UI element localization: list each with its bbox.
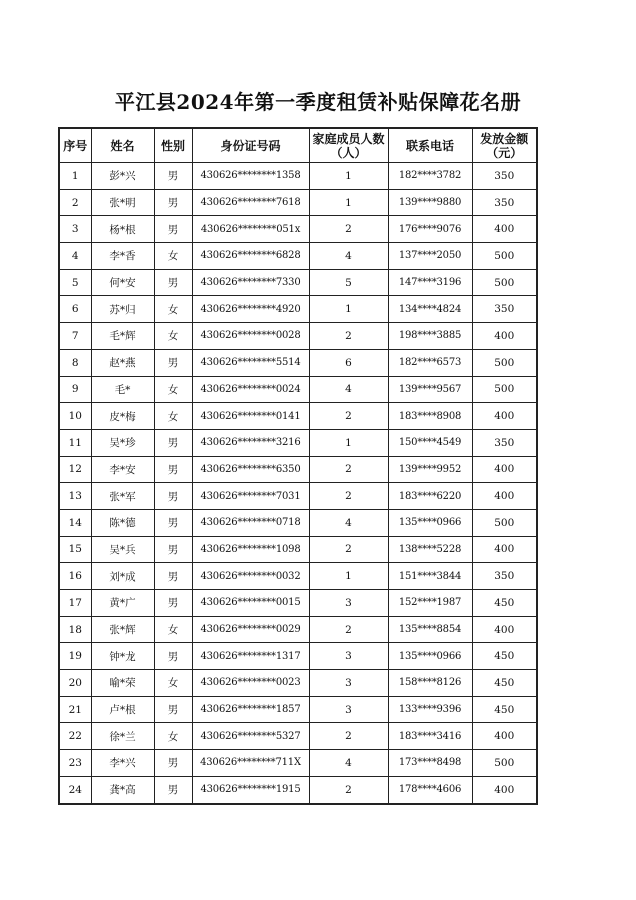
amount-cell: 350 [472,563,537,590]
name-cell: 徐*兰 [91,723,154,750]
index-cell: 24 [59,776,91,803]
header-name: 姓名 [91,128,154,163]
header-index: 序号 [59,128,91,163]
id-number-cell: 430626********1915 [192,776,309,803]
id-number-cell: 430626********7330 [192,269,309,296]
gender-cell: 男 [154,776,192,803]
household-size-cell: 3 [309,670,388,697]
id-number-cell: 430626********3216 [192,429,309,456]
amount-cell: 350 [472,189,537,216]
amount-cell: 500 [472,243,537,270]
gender-cell: 男 [154,563,192,590]
phone-cell: 158****8126 [388,670,472,697]
table-row [59,456,537,483]
index-cell: 12 [59,456,91,483]
id-number-cell: 430626********6828 [192,243,309,270]
amount-cell: 350 [472,163,537,190]
table-row [59,243,537,270]
phone-cell: 176****9076 [388,216,472,243]
gender-cell: 女 [154,376,192,403]
household-size-cell: 2 [309,483,388,510]
gender-cell: 女 [154,296,192,323]
id-number-cell: 430626********7031 [192,483,309,510]
phone-cell: 135****8854 [388,616,472,643]
phone-cell: 152****1987 [388,590,472,617]
table-row [59,723,537,750]
amount-cell: 500 [472,349,537,376]
phone-cell: 182****3782 [388,163,472,190]
table-row [59,616,537,643]
amount-cell: 350 [472,429,537,456]
id-number-cell: 430626********0141 [192,403,309,430]
index-cell: 16 [59,563,91,590]
gender-cell: 男 [154,509,192,536]
table-row [59,483,537,510]
gender-cell: 女 [154,670,192,697]
gender-cell: 男 [154,456,192,483]
household-size-cell: 4 [309,750,388,777]
phone-cell: 182****6573 [388,349,472,376]
gender-cell: 女 [154,323,192,350]
name-cell: 吴*珍 [91,429,154,456]
gender-cell: 女 [154,723,192,750]
name-cell: 龚*高 [91,776,154,803]
name-cell: 赵*燕 [91,349,154,376]
gender-cell: 男 [154,429,192,456]
phone-cell: 139****9880 [388,189,472,216]
household-size-cell: 1 [309,163,388,190]
phone-cell: 150****4549 [388,429,472,456]
index-cell: 18 [59,616,91,643]
phone-cell: 139****9952 [388,456,472,483]
index-cell: 5 [59,269,91,296]
amount-cell: 400 [472,216,537,243]
subsidy-roster-table [58,127,538,805]
index-cell: 1 [59,163,91,190]
name-cell: 张*明 [91,189,154,216]
name-cell: 钟*龙 [91,643,154,670]
id-number-cell: 430626********5514 [192,349,309,376]
phone-cell: 198****3885 [388,323,472,350]
table-row [59,216,537,243]
household-size-cell: 5 [309,269,388,296]
table-row [59,429,537,456]
index-cell: 23 [59,750,91,777]
index-cell: 7 [59,323,91,350]
id-number-cell: 430626********6350 [192,456,309,483]
gender-cell: 男 [154,189,192,216]
household-size-cell: 2 [309,456,388,483]
household-size-cell: 4 [309,509,388,536]
gender-cell: 男 [154,349,192,376]
table-row [59,269,537,296]
index-cell: 17 [59,590,91,617]
amount-cell: 500 [472,750,537,777]
table-row [59,776,537,803]
amount-cell: 450 [472,696,537,723]
name-cell: 李*安 [91,456,154,483]
amount-cell: 500 [472,509,537,536]
amount-cell: 400 [472,403,537,430]
table-row [59,296,537,323]
id-number-cell: 430626********1098 [192,536,309,563]
index-cell: 14 [59,509,91,536]
amount-cell: 350 [472,296,537,323]
id-number-cell: 430626********0032 [192,563,309,590]
name-cell: 张*辉 [91,616,154,643]
gender-cell: 男 [154,483,192,510]
gender-cell: 女 [154,403,192,430]
phone-cell: 173****8498 [388,750,472,777]
gender-cell: 男 [154,696,192,723]
household-size-cell: 3 [309,590,388,617]
household-size-cell: 2 [309,403,388,430]
name-cell: 李*香 [91,243,154,270]
id-number-cell: 430626********0024 [192,376,309,403]
id-number-cell: 430626********0029 [192,616,309,643]
gender-cell: 男 [154,536,192,563]
amount-cell: 450 [472,590,537,617]
id-number-cell: 430626********5327 [192,723,309,750]
index-cell: 9 [59,376,91,403]
phone-cell: 139****9567 [388,376,472,403]
index-cell: 11 [59,429,91,456]
gender-cell: 男 [154,269,192,296]
document-title: 平江县2024年第一季度租赁补贴保障花名册 [114,90,522,114]
id-number-cell: 430626********0015 [192,590,309,617]
name-cell: 皮*梅 [91,403,154,430]
name-cell: 何*安 [91,269,154,296]
index-cell: 15 [59,536,91,563]
phone-cell: 178****4606 [388,776,472,803]
id-number-cell: 430626********4920 [192,296,309,323]
header-row [59,128,537,163]
index-cell: 20 [59,670,91,697]
table-row [59,323,537,350]
gender-cell: 女 [154,243,192,270]
header-amount: 发放金额（元） [472,128,537,163]
phone-cell: 147****3196 [388,269,472,296]
household-size-cell: 2 [309,216,388,243]
amount-cell: 400 [472,616,537,643]
index-cell: 21 [59,696,91,723]
id-number-cell: 430626********051x [192,216,309,243]
phone-cell: 183****6220 [388,483,472,510]
index-cell: 13 [59,483,91,510]
household-size-cell: 6 [309,349,388,376]
table-row [59,509,537,536]
gender-cell: 男 [154,163,192,190]
id-number-cell: 430626********0023 [192,670,309,697]
name-cell: 毛* [91,376,154,403]
amount-cell: 400 [472,483,537,510]
table-row [59,349,537,376]
id-number-cell: 430626********711X [192,750,309,777]
gender-cell: 男 [154,750,192,777]
id-number-cell: 430626********1857 [192,696,309,723]
index-cell: 10 [59,403,91,430]
name-cell: 卢*根 [91,696,154,723]
household-size-cell: 4 [309,243,388,270]
amount-cell: 450 [472,643,537,670]
table-row [59,643,537,670]
table-row [59,376,537,403]
name-cell: 刘*成 [91,563,154,590]
household-size-cell: 1 [309,189,388,216]
table-row [59,403,537,430]
index-cell: 8 [59,349,91,376]
amount-cell: 500 [472,269,537,296]
index-cell: 22 [59,723,91,750]
name-cell: 张*军 [91,483,154,510]
header-gender: 性别 [154,128,192,163]
table-row [59,590,537,617]
name-cell: 毛*辉 [91,323,154,350]
name-cell: 彭*兴 [91,163,154,190]
id-number-cell: 430626********7618 [192,189,309,216]
id-number-cell: 430626********0718 [192,509,309,536]
phone-cell: 134****4824 [388,296,472,323]
name-cell: 李*兴 [91,750,154,777]
household-size-cell: 1 [309,563,388,590]
household-size-cell: 2 [309,536,388,563]
amount-cell: 500 [472,376,537,403]
header-id-number: 身份证号码 [192,128,309,163]
table-row [59,163,537,190]
amount-cell: 400 [472,323,537,350]
name-cell: 喻*荣 [91,670,154,697]
amount-cell: 400 [472,536,537,563]
phone-cell: 183****3416 [388,723,472,750]
header-household-size: 家庭成员人数（人） [309,128,388,163]
id-number-cell: 430626********1358 [192,163,309,190]
amount-cell: 400 [472,776,537,803]
index-cell: 6 [59,296,91,323]
amount-cell: 400 [472,723,537,750]
header-phone: 联系电话 [388,128,472,163]
gender-cell: 男 [154,643,192,670]
household-size-cell: 2 [309,616,388,643]
phone-cell: 151****3844 [388,563,472,590]
table-row [59,189,537,216]
name-cell: 吴*兵 [91,536,154,563]
table-row [59,670,537,697]
phone-cell: 137****2050 [388,243,472,270]
amount-cell: 400 [472,456,537,483]
name-cell: 黄*广 [91,590,154,617]
name-cell: 陈*德 [91,509,154,536]
household-size-cell: 2 [309,723,388,750]
table-row [59,696,537,723]
amount-cell: 450 [472,670,537,697]
gender-cell: 男 [154,216,192,243]
name-cell: 苏*归 [91,296,154,323]
phone-cell: 183****8908 [388,403,472,430]
gender-cell: 男 [154,590,192,617]
table-row [59,563,537,590]
phone-cell: 135****0966 [388,509,472,536]
household-size-cell: 1 [309,429,388,456]
table-row [59,750,537,777]
index-cell: 3 [59,216,91,243]
phone-cell: 135****0966 [388,643,472,670]
index-cell: 2 [59,189,91,216]
name-cell: 杨*根 [91,216,154,243]
table-row [59,536,537,563]
phone-cell: 133****9396 [388,696,472,723]
gender-cell: 女 [154,616,192,643]
id-number-cell: 430626********1317 [192,643,309,670]
household-size-cell: 2 [309,323,388,350]
household-size-cell: 3 [309,643,388,670]
index-cell: 19 [59,643,91,670]
household-size-cell: 2 [309,776,388,803]
household-size-cell: 1 [309,296,388,323]
household-size-cell: 4 [309,376,388,403]
household-size-cell: 3 [309,696,388,723]
id-number-cell: 430626********0028 [192,323,309,350]
phone-cell: 138****5228 [388,536,472,563]
index-cell: 4 [59,243,91,270]
